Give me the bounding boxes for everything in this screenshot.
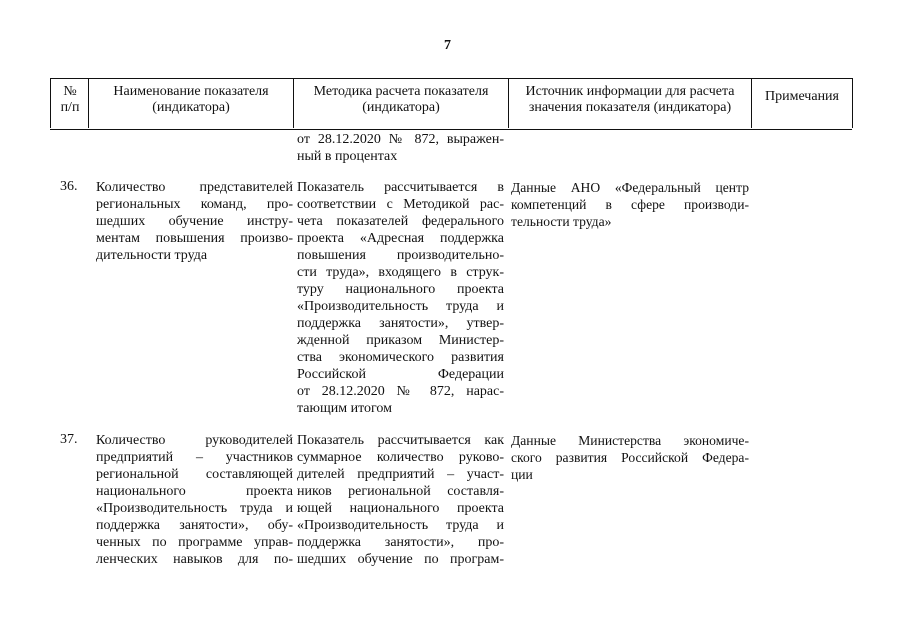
method-line: проекта «Адресная поддержка <box>297 231 504 246</box>
header-indicator-name: Наименование показателя (индикатора) <box>113 84 269 115</box>
method-line: чета показателей федерального <box>297 214 504 229</box>
indicator-name-line: Количество представителей <box>96 180 293 195</box>
header-number: № п/п <box>60 84 80 115</box>
header-calculation-method: Методика расчета показателя (индикатора) <box>313 84 489 115</box>
method-line: повышения производительно- <box>297 248 504 263</box>
header-notes: Примечания <box>764 89 839 104</box>
method-line: жденной приказом Министер- <box>297 333 504 348</box>
method-line: дителей предприятий – участ- <box>297 467 504 482</box>
method-line: Российской Федерации <box>297 367 504 382</box>
continuation-method-line: от 28.12.2020 № 872, выражен- <box>297 132 504 147</box>
indicator-name-line: дительности труда <box>96 248 208 263</box>
header-border-left <box>50 78 51 128</box>
indicator-name-line: предприятий – участников <box>96 450 293 465</box>
continuation-method-line: ный в процентах <box>297 149 398 164</box>
method-line: шедших обучение по програм- <box>297 552 504 567</box>
indicator-name-line: региональной составляющей <box>96 467 293 482</box>
indicator-name-line: ченных по программе управ- <box>96 535 293 550</box>
indicator-name-line: «Производительность труда и <box>96 501 293 516</box>
method-line: поддержка занятости», утвер- <box>297 316 504 331</box>
method-line: ников региональной составля- <box>297 484 504 499</box>
indicator-name-line: шедших обучение инстру- <box>96 214 293 229</box>
source-line: Данные АНО «Федеральный центр <box>511 180 749 195</box>
source-line: компетенций в сфере производи- <box>511 197 749 212</box>
indicator-name-line: ленческих навыков для по- <box>96 552 293 567</box>
method-line: ющей национального проекта <box>297 501 504 516</box>
source-line: Данные Министерства экономиче- <box>511 433 749 448</box>
method-line: «Производительность труда и <box>297 518 504 533</box>
indicator-name-line: региональных команд, про- <box>96 197 293 212</box>
method-line: суммарное количество руково- <box>297 450 504 465</box>
method-line: Показатель рассчитывается как <box>297 433 504 448</box>
method-line: от 28.12.2020 № 872, нарас- <box>297 384 504 399</box>
method-line: ства экономического развития <box>297 350 504 365</box>
source-line: ского развития Российской Федера- <box>511 450 749 465</box>
indicator-name-line: поддержка занятости», обу- <box>96 518 293 533</box>
row-number: 36. <box>60 179 78 194</box>
method-line: тающим итогом <box>297 401 393 416</box>
source-line: тельности труда» <box>511 214 612 229</box>
page-number: 7 <box>444 38 451 53</box>
indicator-name-line: национального проекта <box>96 484 293 499</box>
method-line: Показатель рассчитывается в <box>297 180 504 195</box>
indicator-name-line: ментам повышения произво- <box>96 231 293 246</box>
header-border-right <box>852 78 853 128</box>
method-line: туру национального проекта <box>297 282 504 297</box>
method-line: соответствии с Методикой рас- <box>297 197 504 212</box>
header-data-source: Источник информации для расчета значения показателя (индикатора) <box>525 84 735 115</box>
method-line: поддержка занятости», про- <box>297 535 504 550</box>
method-line: «Производительность труда и <box>297 299 504 314</box>
row-number: 37. <box>60 432 78 447</box>
source-line: ции <box>511 467 533 482</box>
indicator-name-line: Количество руководителей <box>96 433 293 448</box>
method-line: сти труда», входящего в струк- <box>297 265 504 280</box>
